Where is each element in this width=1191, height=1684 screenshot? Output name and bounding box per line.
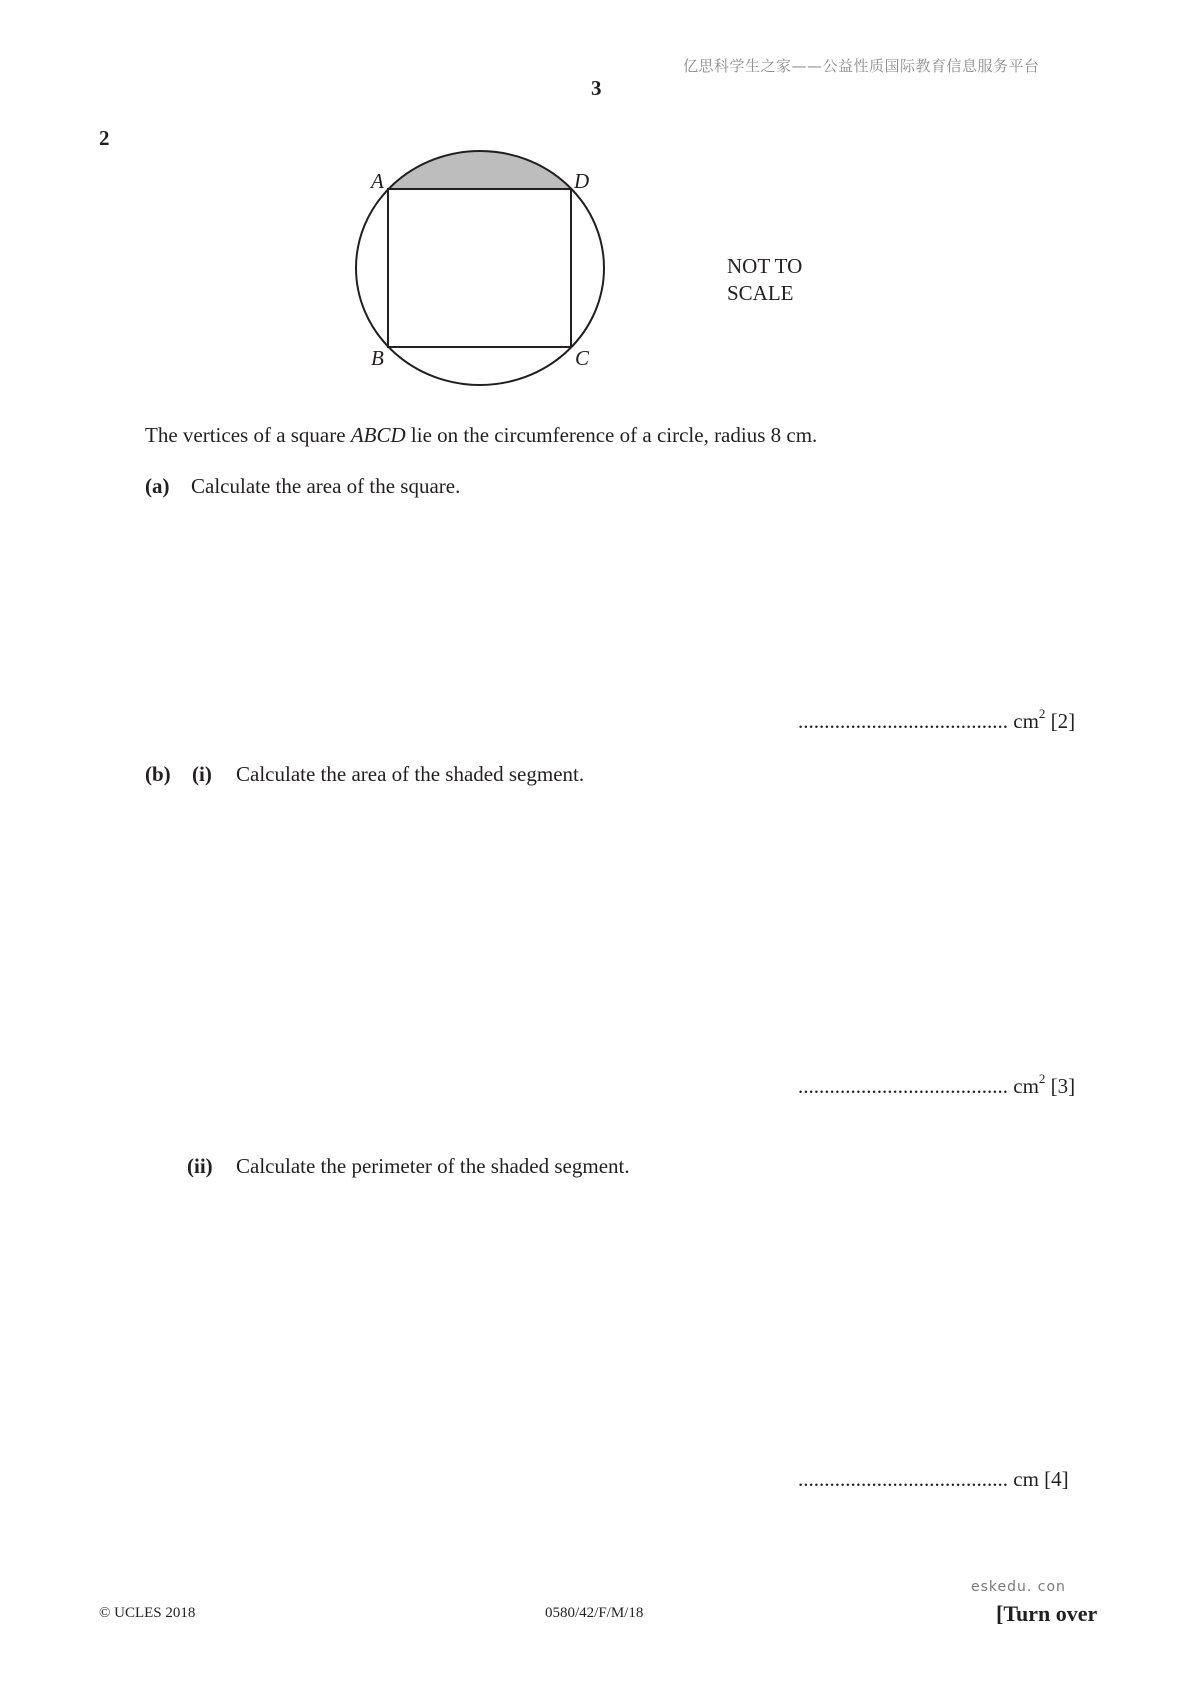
part-a-unit-power: 2 — [1038, 706, 1046, 721]
part-a-label: (a) — [145, 474, 170, 498]
page-number: 3 — [591, 76, 602, 100]
part-a-unit: cm — [1013, 709, 1039, 733]
stem-italic: ABCD — [350, 423, 406, 447]
part-b-i-marks: [3] — [1050, 1074, 1076, 1098]
vertex-label-d: D — [574, 169, 590, 193]
question-stem — [145, 423, 817, 448]
footer-copyright: © UCLES 2018 — [99, 1605, 196, 1621]
turn-over-label: [Turn over — [996, 1601, 1098, 1626]
footer-code: 0580/42/F/M/18 — [545, 1605, 644, 1621]
header-watermark: 亿思科学生之家——公益性质国际教育信息服务平台 — [683, 57, 1040, 75]
part-b-ii-marks: [4] — [1044, 1467, 1069, 1491]
stem-before: The vertices of a square — [145, 423, 351, 447]
part-b-label: (b) — [145, 762, 171, 786]
part-b-ii-answer-line — [798, 1467, 1069, 1492]
part-b-i-answer-line — [798, 1073, 1075, 1099]
not-to-scale-line-2: SCALE — [727, 281, 794, 305]
square-abcd — [388, 189, 571, 347]
part-a-answer-dots[interactable]: ........................................ — [798, 709, 1008, 733]
part-b-ii-label: (ii) — [187, 1154, 213, 1178]
part-b-ii-answer-dots[interactable]: ........................................ — [798, 1467, 1008, 1491]
part-b-ii-unit: cm — [1013, 1467, 1039, 1491]
footer-site: eskedu. con — [971, 1579, 1066, 1595]
part-a-answer-line — [798, 708, 1075, 734]
vertex-label-b: B — [371, 346, 384, 370]
not-to-scale-line-1: NOT TO — [727, 254, 803, 278]
not-to-scale-note — [727, 253, 802, 307]
vertex-label-a: A — [371, 169, 384, 193]
part-b-i-label: (i) — [192, 762, 212, 786]
stem-after: lie on the circumference of a circle, radius 8 cm. — [405, 423, 818, 447]
part-b-ii-text: Calculate the perimeter of the shaded segment. — [236, 1154, 630, 1178]
part-b-i-text: Calculate the area of the shaded segment. — [236, 762, 585, 786]
part-a-marks: [2] — [1050, 709, 1076, 733]
part-b-i-unit: cm — [1013, 1074, 1039, 1098]
vertex-label-c: C — [575, 346, 590, 370]
question-number: 2 — [99, 126, 110, 150]
part-b-i-unit-power: 2 — [1038, 1071, 1046, 1086]
part-a-text: Calculate the area of the square. — [191, 474, 461, 498]
shaded-segment — [388, 151, 571, 189]
circle-square-diagram — [330, 140, 620, 400]
part-b-i-answer-dots[interactable]: ........................................ — [798, 1074, 1008, 1098]
